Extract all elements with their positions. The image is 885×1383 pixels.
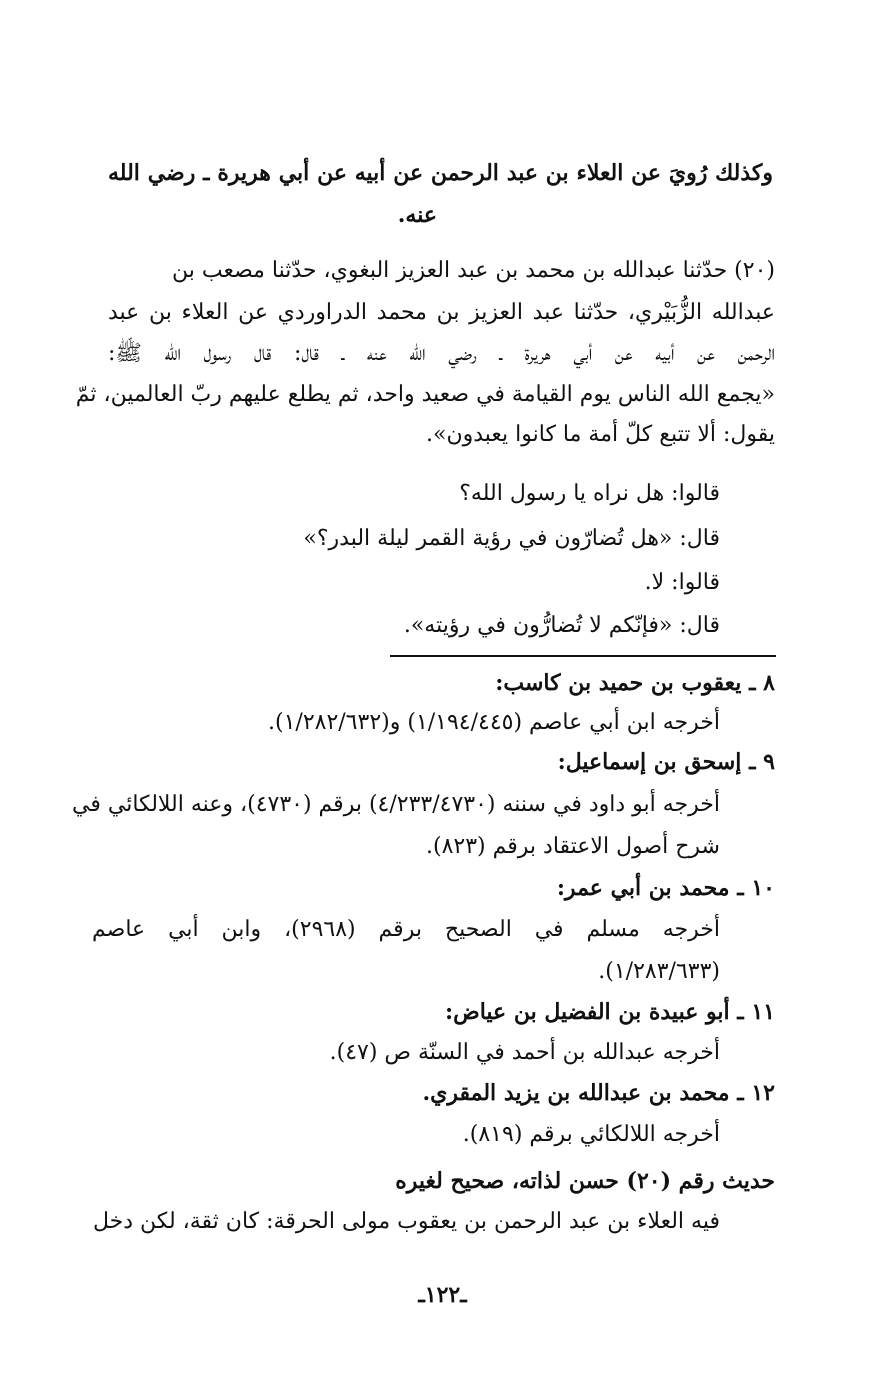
- grading-heading: حديث رقم (٢٠) حسن لذاته، صحيح لغيره: [395, 1168, 775, 1194]
- footnote-10-body-1: أخرجه مسلم في الصحيح برقم (٢٩٦٨)، وابن أبي عاصم: [92, 917, 720, 942]
- footnote-12-head: ١٢ ـ محمد بن عبدالله بن يزيد المقري.: [422, 1080, 775, 1106]
- footnote-11-head: ١١ ـ أبو عبيدة بن الفضيل بن عياض:: [444, 999, 775, 1025]
- footnote-11-body: أخرجه عبدالله بن أحمد في السنّة ص (٤٧).: [329, 1040, 720, 1065]
- hadith-line-4: «يجمع الله الناس يوم القيامة في صعيد واحد، ثم يطلع عليهم ربّ العالمين، ثمّ: [75, 382, 775, 407]
- footnote-8-body: أخرجه ابن أبي عاصم (١/١٩٤/٤٤٥) و(١/٢٨٢/٦٣٢).: [268, 710, 720, 735]
- hadith-line-2: عبدالله الزُّبَيْري، حدّثنا عبد العزيز بن محمد الدراوردي عن العلاء بن عبد: [108, 300, 775, 325]
- dialogue-line-1: قالوا: هل نراه يا رسول الله؟: [459, 481, 720, 506]
- hadith-line-5: يقول: ألا تتبع كلّ أمة ما كانوا يعبدون».: [426, 422, 775, 447]
- page-number: ـ١٢٢ـ: [418, 1282, 467, 1308]
- dialogue-line-2: قال: «هل تُضارّون في رؤية القمر ليلة البدر؟»: [303, 526, 720, 551]
- grading-line: فيه العلاء بن عبد الرحمن بن يعقوب مولى الحرقة: كان ثقة، لكن دخل: [93, 1209, 720, 1234]
- footnote-9-head: ٩ ـ إسحق بن إسماعيل:: [557, 749, 775, 775]
- footnote-9-body-2: شرح أصول الاعتقاد برقم (٨٢٣).: [426, 834, 720, 859]
- footnote-10-head: ١٠ ـ محمد بن أبي عمر:: [556, 875, 775, 901]
- hadith-line-1: (٢٠) حدّثنا عبدالله بن محمد بن عبد العزيز البغوي، حدّثنا مصعب بن: [171, 258, 775, 283]
- footnote-12-body: أخرجه اللالكائي برقم (٨١٩).: [462, 1122, 720, 1147]
- footnote-separator: [390, 655, 776, 657]
- intro-line-1: وكذلك رُويَ عن العلاء بن عبد الرحمن عن أبيه عن أبي هريرة ـ رضي الله: [108, 160, 773, 186]
- dialogue-line-3: قالوا: لا.: [644, 570, 720, 595]
- hadith-line-3: الرحمن عن أبيه عن أبي هريرة ـ رضي الله عنه ـ قال: قال رسول الله ﷺ:: [108, 341, 775, 366]
- footnote-9-body-1: أخرجه أبو داود في سننه (٤/٢٣٣/٤٧٣٠) برقم (٤٧٣٠)، وعنه اللالكائي في: [72, 792, 720, 817]
- footnote-10-body-2: (١/٢٨٣/٦٣٣).: [598, 959, 720, 984]
- footnote-8-head: ٨ ـ يعقوب بن حميد بن كاسب:: [495, 670, 775, 696]
- intro-line-2: عنه.: [397, 202, 437, 228]
- dialogue-line-4: قال: «فإنّكم لا تُضارُّون في رؤيته».: [403, 613, 720, 638]
